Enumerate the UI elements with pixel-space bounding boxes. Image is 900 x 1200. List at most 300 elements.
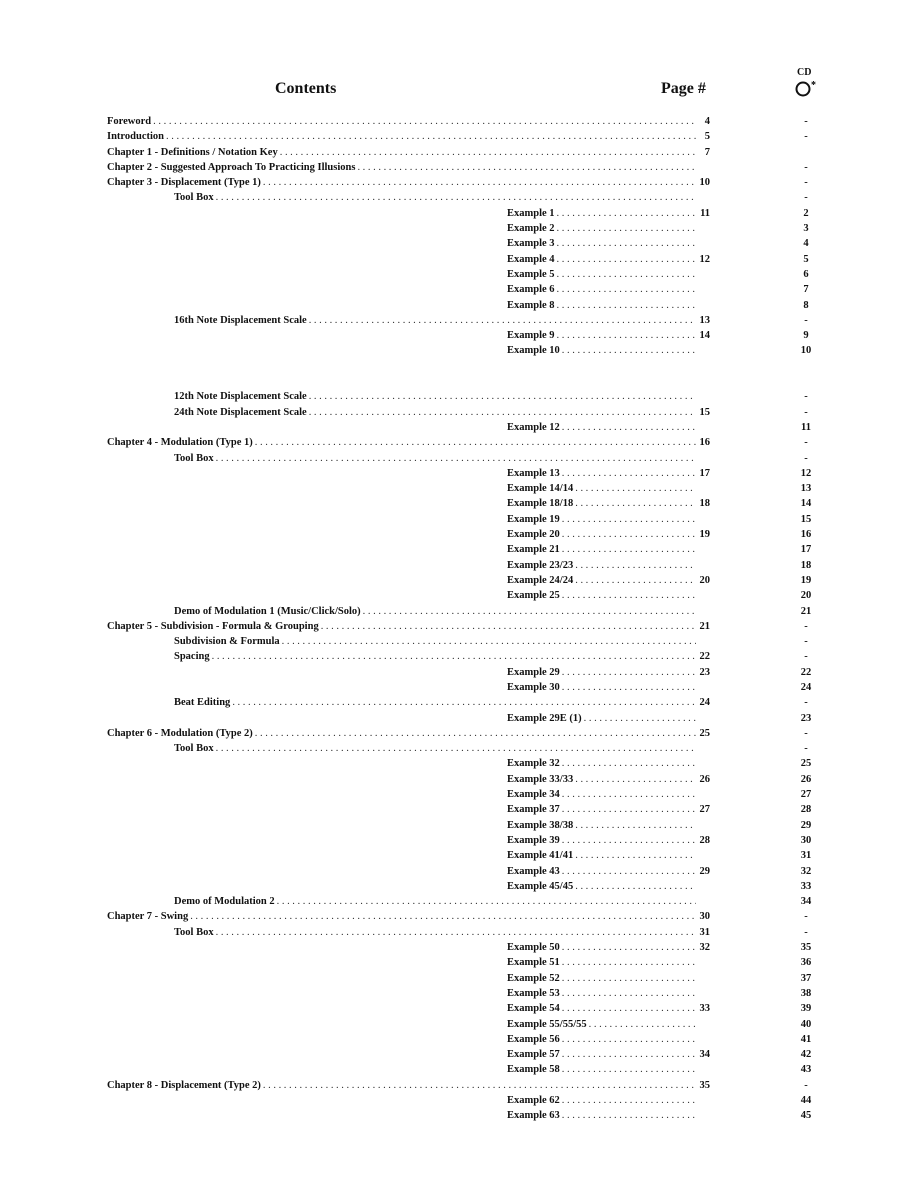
- cd-track-number: 18: [800, 559, 812, 571]
- toc-entry-label: Subdivision & Formula: [174, 636, 280, 648]
- toc-entry-label: Chapter 1 - Definitions / Notation Key: [107, 146, 278, 158]
- toc-row: [0, 634, 900, 649]
- dot-leader: [562, 680, 696, 695]
- toc-row: [0, 129, 900, 144]
- toc-entry-label: Example 1: [507, 207, 555, 219]
- toc-entry-label: 16th Note Displacement Scale: [174, 314, 307, 326]
- toc-page-number: 28: [699, 834, 710, 846]
- toc-entry-label: Example 55/55/55: [507, 1018, 587, 1030]
- dot-leader: [216, 925, 696, 940]
- toc-entry-label: Example 19: [507, 513, 560, 525]
- toc-section-entry[interactable]: [174, 190, 710, 205]
- toc-chapter-entry[interactable]: [107, 1078, 710, 1093]
- dot-leader: [562, 833, 696, 848]
- dot-leader: [282, 634, 696, 649]
- toc-entry-label: Example 37: [507, 804, 560, 816]
- cd-track-number: 32: [800, 865, 812, 877]
- dot-leader: [562, 802, 696, 817]
- toc-section-entry[interactable]: [174, 405, 710, 420]
- toc-entry-label: Tool Box: [174, 743, 214, 755]
- cd-track-number: 34: [800, 896, 812, 908]
- toc-page-number: 4: [704, 116, 710, 127]
- dot-leader: [562, 940, 696, 955]
- toc-entry-label: Example 2: [507, 223, 555, 235]
- dot-leader: [562, 756, 696, 771]
- cd-track-number: -: [804, 116, 808, 127]
- toc-entry-label: Example 20: [507, 529, 560, 541]
- toc-row: [0, 772, 900, 787]
- dot-leader: [575, 481, 696, 496]
- toc-row: [0, 343, 900, 358]
- cd-track-number: 9: [803, 330, 809, 342]
- toc-section-entry[interactable]: [174, 389, 710, 404]
- cd-track-number: 40: [800, 1018, 812, 1030]
- dot-leader: [277, 894, 696, 909]
- toc-row: [0, 221, 900, 236]
- toc-example-entry[interactable]: [507, 221, 710, 236]
- toc-chapter-entry[interactable]: [107, 435, 710, 450]
- cd-track-number: 24: [800, 681, 812, 693]
- cd-track-number: 17: [800, 544, 812, 556]
- dot-leader: [562, 787, 696, 802]
- toc-section-entry[interactable]: [174, 634, 710, 649]
- dot-leader: [589, 1017, 696, 1032]
- toc-entry-label: Tool Box: [174, 192, 214, 204]
- cd-column-header: [795, 67, 835, 91]
- cd-track-number: -: [804, 743, 808, 755]
- toc-row: [0, 894, 900, 909]
- toc-row: [0, 542, 900, 557]
- toc-row: [0, 864, 900, 879]
- toc-entry-label: Example 12: [507, 421, 560, 433]
- dot-leader: [309, 405, 696, 420]
- toc-entry-label: Example 50: [507, 942, 560, 954]
- cd-mark: *: [811, 80, 816, 91]
- cd-track-number: 33: [800, 880, 812, 892]
- cd-track-number: 5: [803, 253, 809, 265]
- toc-entry-label: Beat Editing: [174, 697, 231, 709]
- toc-row: [0, 512, 900, 527]
- toc-spacer: [0, 374, 900, 389]
- cd-track-number: 36: [800, 957, 812, 969]
- toc-example-entry[interactable]: [507, 282, 710, 297]
- cd-track-number: 27: [800, 789, 812, 801]
- page-title: Contents: [275, 80, 337, 97]
- toc-section-entry[interactable]: [174, 925, 710, 940]
- toc-example-entry[interactable]: [507, 252, 710, 267]
- toc-example-entry[interactable]: [507, 527, 710, 542]
- toc-row: [0, 206, 900, 221]
- toc-example-entry[interactable]: [507, 756, 710, 771]
- toc-page-number: 13: [699, 314, 710, 326]
- dot-leader: [562, 665, 696, 680]
- toc-chapter-entry[interactable]: [107, 726, 710, 741]
- toc-chapter-entry[interactable]: [107, 160, 710, 175]
- dot-leader: [216, 190, 696, 205]
- toc-entry-label: Example 38/38: [507, 819, 574, 831]
- toc-entry-label: Example 62: [507, 1095, 560, 1106]
- toc-row: [0, 802, 900, 817]
- toc-row: [0, 787, 900, 802]
- toc-row: [0, 833, 900, 848]
- cd-track-number: -: [804, 406, 808, 418]
- toc-row: [0, 741, 900, 756]
- dot-leader: [255, 726, 696, 741]
- toc-page-number: 17: [699, 467, 710, 479]
- toc-entry-label: Tool Box: [174, 452, 214, 464]
- toc-entry-label: Example 56: [507, 1033, 560, 1045]
- toc-chapter-entry[interactable]: [107, 175, 710, 190]
- toc-row: [0, 160, 900, 175]
- cd-track-number: -: [804, 651, 808, 663]
- toc-entry-label: 12th Note Displacement Scale: [174, 391, 307, 403]
- toc-row: [0, 909, 900, 924]
- dot-leader: [562, 864, 696, 879]
- toc-spacer: [0, 359, 900, 374]
- dot-leader: [557, 328, 696, 343]
- toc-example-entry[interactable]: [507, 879, 710, 894]
- toc-section-entry[interactable]: [174, 313, 710, 328]
- toc-entry-label: Example 43: [507, 865, 560, 877]
- toc-row: [0, 726, 900, 741]
- cd-track-number: -: [804, 727, 808, 739]
- toc-entry-label: Example 41/41: [507, 850, 574, 862]
- dot-leader: [562, 1047, 696, 1062]
- dot-leader: [557, 252, 696, 267]
- toc-entry-label: Example 10: [507, 345, 560, 357]
- page-number-column-header: Page #: [661, 80, 706, 97]
- toc-page-number: 22: [699, 651, 710, 663]
- toc-example-entry[interactable]: [507, 236, 710, 251]
- toc-row: [0, 588, 900, 603]
- toc-entry-label: Example 9: [507, 330, 555, 342]
- toc-example-entry[interactable]: [507, 787, 710, 802]
- toc-example-entry[interactable]: [507, 298, 710, 313]
- cd-track-number: 7: [803, 284, 809, 296]
- toc-entry-label: Chapter 7 - Swing: [107, 911, 189, 923]
- toc-example-entry[interactable]: [507, 1017, 710, 1032]
- toc-example-entry[interactable]: [507, 573, 710, 588]
- toc-entry-label: Example 29E (1): [507, 712, 582, 724]
- cd-track-number: -: [804, 437, 808, 449]
- cd-label: CD: [797, 67, 812, 78]
- toc-example-entry[interactable]: [507, 588, 710, 603]
- dot-leader: [562, 1032, 696, 1047]
- toc-row: [0, 1032, 900, 1047]
- dot-leader: [166, 129, 696, 144]
- toc-entry-label: Example 45/45: [507, 880, 574, 892]
- dot-leader: [216, 741, 696, 756]
- cd-track-number: 23: [800, 712, 812, 724]
- toc-entry-label: Example 52: [507, 972, 560, 984]
- toc-chapter-entry[interactable]: [107, 909, 710, 924]
- toc-row: [0, 971, 900, 986]
- dot-leader: [562, 1062, 696, 1077]
- toc-example-entry[interactable]: [507, 986, 710, 1001]
- toc-example-entry[interactable]: [507, 971, 710, 986]
- cd-track-number: 8: [803, 299, 809, 311]
- cd-track-number: 16: [800, 529, 812, 541]
- toc-page-number: 19: [699, 529, 710, 541]
- toc-row: [0, 190, 900, 205]
- toc-row: [0, 604, 900, 619]
- toc-entry-label: Example 6: [507, 284, 555, 296]
- toc-row: [0, 925, 900, 940]
- toc-example-entry[interactable]: [507, 1062, 710, 1077]
- toc-example-entry[interactable]: [507, 466, 710, 481]
- toc-example-entry[interactable]: [507, 1047, 710, 1062]
- toc-section-entry[interactable]: [174, 649, 710, 664]
- toc-example-entry[interactable]: [507, 206, 710, 221]
- toc-example-entry[interactable]: [507, 1108, 710, 1123]
- cd-track-number: -: [804, 391, 808, 403]
- toc-entry-label: Chapter 8 - Displacement (Type 2): [107, 1079, 261, 1091]
- dot-leader: [575, 848, 696, 863]
- toc-example-entry[interactable]: [507, 802, 710, 817]
- dot-leader: [584, 711, 696, 726]
- toc-entry-label: Example 32: [507, 758, 560, 770]
- toc-chapter-entry[interactable]: [107, 114, 710, 129]
- toc-row: [0, 1062, 900, 1077]
- toc-entry-label: 24th Note Displacement Scale: [174, 406, 307, 418]
- cd-track-number: 19: [800, 574, 812, 586]
- cd-track-number: 20: [800, 590, 812, 602]
- toc-entry-label: Chapter 4 - Modulation (Type 1): [107, 437, 253, 449]
- toc-entry-label: Chapter 3 - Displacement (Type 1): [107, 177, 261, 189]
- toc-entry-label: Foreword: [107, 116, 152, 127]
- dot-leader: [557, 236, 696, 251]
- toc-example-entry[interactable]: [507, 818, 710, 833]
- toc-entry-label: Chapter 5 - Subdivision - Formula & Grouping: [107, 620, 319, 632]
- toc-row: [0, 145, 900, 160]
- toc-example-entry[interactable]: [507, 542, 710, 557]
- cd-track-number: 11: [801, 421, 811, 433]
- toc-page-number: 7: [704, 146, 710, 158]
- toc-row: [0, 619, 900, 634]
- toc-entry-label: Example 29: [507, 666, 560, 678]
- cd-track-number: 31: [800, 850, 812, 862]
- cd-track-number: -: [804, 314, 808, 326]
- cd-track-number: 22: [800, 666, 812, 678]
- toc-entry-label: Example 51: [507, 957, 560, 969]
- toc-row: [0, 649, 900, 664]
- toc-entry-label: Introduction: [107, 131, 164, 143]
- toc-chapter-entry[interactable]: [107, 145, 710, 160]
- toc-page-number: 14: [699, 330, 710, 342]
- toc-example-entry[interactable]: [507, 848, 710, 863]
- toc-chapter-entry[interactable]: [107, 129, 710, 144]
- dot-leader: [190, 909, 696, 924]
- toc-entry-label: Example 24/24: [507, 574, 574, 586]
- toc-section-entry[interactable]: [174, 451, 710, 466]
- toc-entry-label: Example 58: [507, 1064, 560, 1076]
- toc-entry-label: Example 57: [507, 1049, 560, 1061]
- toc-example-entry[interactable]: [507, 512, 710, 527]
- toc-entry-label: Example 30: [507, 681, 560, 693]
- toc-page-number: 16: [699, 437, 710, 449]
- dot-leader: [562, 1093, 696, 1108]
- cd-track-number: 28: [800, 804, 812, 816]
- dot-leader: [232, 695, 696, 710]
- toc-example-entry[interactable]: [507, 1093, 710, 1108]
- cd-track-number: 38: [800, 987, 812, 999]
- toc-page-number: 34: [699, 1049, 710, 1061]
- table-of-contents: [0, 114, 900, 1124]
- toc-row: [0, 986, 900, 1001]
- toc-row: [0, 298, 900, 313]
- toc-row: [0, 680, 900, 695]
- cd-track-number: 12: [800, 467, 812, 479]
- toc-entry-label: Example 13: [507, 467, 560, 479]
- toc-example-entry[interactable]: [507, 940, 710, 955]
- toc-example-entry[interactable]: [507, 864, 710, 879]
- toc-entry-label: Example 3: [507, 238, 555, 250]
- toc-entry-label: Demo of Modulation 2: [174, 896, 275, 908]
- toc-row: [0, 466, 900, 481]
- toc-example-entry[interactable]: [507, 711, 710, 726]
- toc-row: [0, 114, 900, 129]
- toc-row: [0, 236, 900, 251]
- cd-track-number: -: [804, 1079, 808, 1091]
- toc-example-entry[interactable]: [507, 267, 710, 282]
- toc-example-entry[interactable]: [507, 343, 710, 358]
- cd-track-number: -: [804, 177, 808, 189]
- dot-leader: [575, 496, 696, 511]
- dot-leader: [575, 818, 696, 833]
- toc-page-number: 32: [699, 942, 710, 954]
- dot-leader: [280, 145, 696, 160]
- toc-row: [0, 175, 900, 190]
- toc-section-entry[interactable]: [174, 695, 710, 710]
- toc-row: [0, 405, 900, 420]
- dot-leader: [321, 619, 696, 634]
- toc-entry-label: Example 4: [507, 253, 555, 265]
- toc-row: [0, 328, 900, 343]
- toc-row: [0, 1108, 900, 1123]
- cd-track-number: 29: [800, 819, 812, 831]
- toc-entry-label: Chapter 2 - Suggested Approach To Practicing Illusions: [107, 161, 356, 173]
- cd-disc-icon: [795, 79, 827, 99]
- toc-example-entry[interactable]: [507, 772, 710, 787]
- toc-example-entry[interactable]: [507, 955, 710, 970]
- cd-track-number: -: [804, 911, 808, 923]
- toc-entry-label: Example 53: [507, 987, 560, 999]
- toc-example-entry[interactable]: [507, 680, 710, 695]
- toc-entry-label: Example 34: [507, 789, 560, 801]
- cd-track-number: 3: [803, 223, 809, 235]
- dot-leader: [562, 986, 696, 1001]
- dot-leader: [255, 435, 696, 450]
- cd-track-number: 45: [800, 1110, 812, 1122]
- cd-track-number: 13: [800, 483, 812, 495]
- toc-example-entry[interactable]: [507, 1001, 710, 1016]
- toc-row: [0, 818, 900, 833]
- toc-example-entry[interactable]: [507, 558, 710, 573]
- dot-leader: [562, 466, 696, 481]
- dot-leader: [562, 971, 696, 986]
- dot-leader: [363, 604, 696, 619]
- toc-row: [0, 879, 900, 894]
- dot-leader: [153, 114, 696, 129]
- cd-track-number: 37: [800, 972, 812, 984]
- dot-leader: [263, 1078, 696, 1093]
- dot-leader: [212, 649, 696, 664]
- toc-row: [0, 940, 900, 955]
- toc-row: [0, 848, 900, 863]
- toc-row: [0, 420, 900, 435]
- cd-track-number: 4: [803, 238, 809, 250]
- toc-section-entry[interactable]: [174, 741, 710, 756]
- toc-section-entry[interactable]: [174, 604, 710, 619]
- cd-track-number: 25: [800, 758, 812, 770]
- toc-row: [0, 451, 900, 466]
- toc-example-entry[interactable]: [507, 833, 710, 848]
- toc-entry-label: Example 39: [507, 834, 560, 846]
- dot-leader: [557, 298, 696, 313]
- toc-row: [0, 389, 900, 404]
- toc-entry-label: Example 18/18: [507, 498, 574, 510]
- toc-page-number: 15: [699, 406, 710, 418]
- cd-track-number: 41: [800, 1033, 812, 1045]
- toc-entry-label: Example 23/23: [507, 559, 574, 571]
- cd-track-number: 35: [800, 942, 812, 954]
- dot-leader: [562, 542, 696, 557]
- toc-row: [0, 756, 900, 771]
- cd-track-number: -: [804, 636, 808, 648]
- toc-section-entry[interactable]: [174, 894, 710, 909]
- toc-page-number: 24: [699, 697, 710, 709]
- toc-page-number: 31: [699, 926, 710, 938]
- toc-row: [0, 695, 900, 710]
- dot-leader: [263, 175, 696, 190]
- toc-row: [0, 665, 900, 680]
- toc-entry-label: Example 54: [507, 1003, 560, 1015]
- toc-example-entry[interactable]: [507, 496, 710, 511]
- dot-leader: [562, 343, 696, 358]
- toc-page-number: 10: [699, 177, 710, 189]
- toc-entry-label: Example 8: [507, 299, 555, 311]
- toc-example-entry[interactable]: [507, 481, 710, 496]
- dot-leader: [309, 313, 696, 328]
- toc-row: [0, 1047, 900, 1062]
- toc-example-entry[interactable]: [507, 328, 710, 343]
- cd-track-number: 14: [800, 498, 812, 510]
- dot-leader: [309, 389, 696, 404]
- cd-track-number: 43: [800, 1064, 812, 1076]
- toc-example-entry[interactable]: [507, 1032, 710, 1047]
- toc-row: [0, 496, 900, 511]
- cd-track-number: 26: [800, 773, 812, 785]
- toc-example-entry[interactable]: [507, 420, 710, 435]
- cd-track-number: -: [804, 697, 808, 709]
- dot-leader: [562, 1001, 696, 1016]
- cd-track-number: 21: [800, 605, 812, 617]
- dot-leader: [557, 282, 696, 297]
- toc-page-number: 30: [699, 911, 710, 923]
- cd-track-number: -: [804, 452, 808, 464]
- toc-chapter-entry[interactable]: [107, 619, 710, 634]
- toc-example-entry[interactable]: [507, 665, 710, 680]
- cd-track-number: -: [804, 192, 808, 204]
- dot-leader: [562, 512, 696, 527]
- toc-entry-label: Example 33/33: [507, 773, 574, 785]
- toc-entry-label: Example 25: [507, 590, 560, 602]
- toc-row: [0, 1093, 900, 1108]
- dot-leader: [557, 206, 696, 221]
- dot-leader: [575, 558, 696, 573]
- toc-row: [0, 558, 900, 573]
- cd-track-number: 2: [803, 207, 809, 219]
